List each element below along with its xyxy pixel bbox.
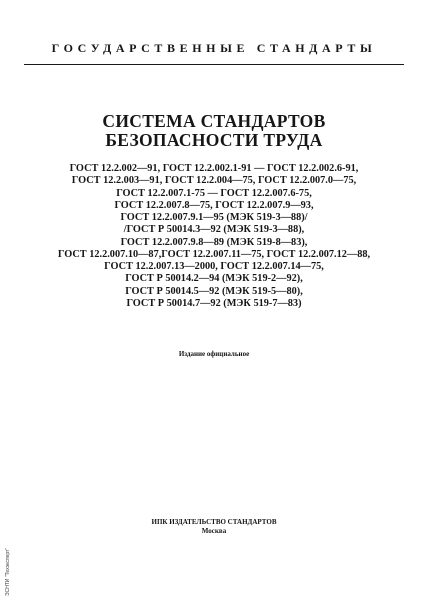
standards-line: ГОСТ 12.2.007.9.1—95 (МЭК 519-3—88)/ — [120, 212, 308, 223]
title-line-1: СИСТЕМА СТАНДАРТОВ — [102, 111, 326, 131]
standards-line: ГОСТ 12.2.007.8—75, ГОСТ 12.2.007.9—93, — [114, 199, 314, 211]
standards-line: ГОСТ 12.2.007.10—87,ГОСТ 12.2.007.11—75, ГОСТ 12.2.007.12—88, — [57, 248, 371, 260]
standards-line: ГОСТ Р 50014.5—92 (МЭК 519-5—80), — [125, 285, 303, 297]
watermark-text: ЭСНТИ "Техэксперт" — [5, 547, 11, 596]
standards-line: ГОСТ Р 50014.2—94 (МЭК 519-2—92), — [125, 273, 303, 285]
standards-line: /ГОСТ Р 50014.3—92 (МЭК 519-3—88), — [123, 224, 305, 236]
standards-line: ГОСТ 12.2.007.1-75 — ГОСТ 12.2.007.6-75, — [116, 187, 312, 199]
publisher-block — [0, 518, 428, 536]
publisher-city: Москва — [201, 527, 227, 535]
watermark — [2, 544, 12, 596]
standards-list — [0, 163, 428, 310]
series-header: ГОСУДАРСТВЕННЫЕ СТАНДАРТЫ — [51, 41, 377, 55]
document-title — [0, 112, 428, 150]
edition-label: Издание официальное — [178, 350, 250, 358]
standards-line: ГОСТ 12.2.003—91, ГОСТ 12.2.004—75, ГОСТ 12.2.007.0—75, — [71, 175, 357, 187]
standards-line: ГОСТ 12.2.002—91, ГОСТ 12.2.002.1-91 — ГОСТ 12.2.002.6-91, — [69, 163, 359, 174]
standards-line: ГОСТ Р 50014.7—92 (МЭК 519-7—83) — [126, 297, 302, 309]
header-divider — [24, 64, 404, 65]
publisher-name: ИПК ИЗДАТЕЛЬСТВО СТАНДАРТОВ — [151, 518, 277, 526]
title-line-2: БЕЗОПАСНОСТИ ТРУДА — [105, 130, 323, 150]
standards-line: ГОСТ 12.2.007.9.8—89 (МЭК 519-8—83), — [120, 236, 308, 248]
standards-line: ГОСТ 12.2.007.13—2000, ГОСТ 12.2.007.14—75, — [104, 261, 324, 272]
